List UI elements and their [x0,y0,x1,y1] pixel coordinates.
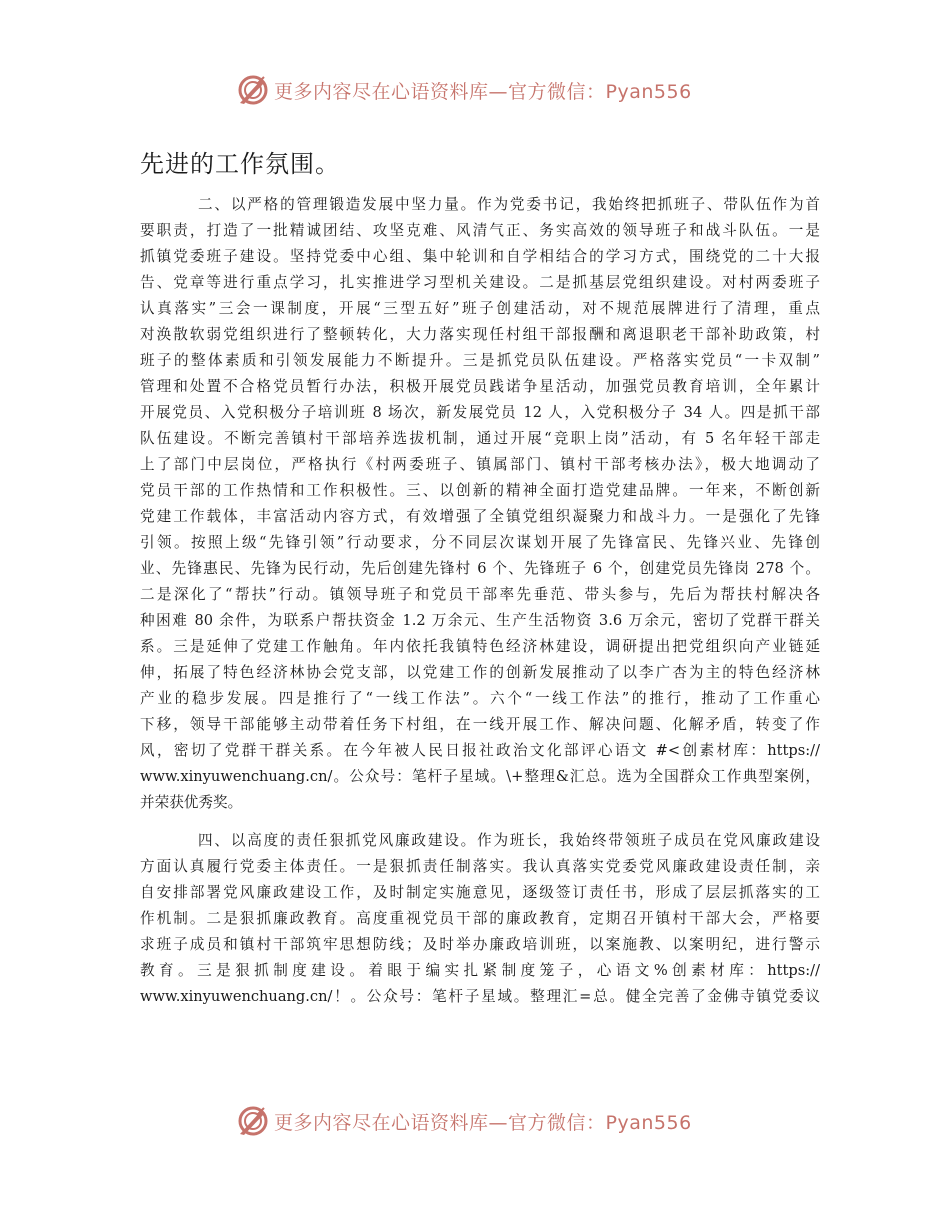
paragraph-1-line: 党建工作载体，丰富活动内容方式，有效增强了全镇党组织凝聚力和战斗力。一是强化了先锋 [140,508,820,525]
paragraph-1-line: 抓镇党委班子建设。坚持党委中心组、集中轮训和自学相结合的学习方式，围绕党的二十大报 [140,248,820,265]
paragraph-1-line: 党员干部的工作热情和工作积极性。三、以创新的精神全面打造党建品牌。一年来，不断创新 [140,482,820,499]
paragraph-2-line: 求班子成员和镇村干部筑牢思想防线；及时举办廉政培训班，以案施教、以案明纪，进行警示 [140,936,820,953]
paragraph-2-line: 四、以高度的责任狠抓党风廉政建设。作为班长，我始终带领班子成员在党风廉政建设 [198,832,820,849]
paragraph-1-line: 产业的稳步发展。四是推行了“一线工作法”。六个“一线工作法”的推行，推动了工作重心 [140,690,820,707]
paragraph-1-line: 风，密切了党群干群关系。在今年被人民日报社政治文化部评心语文 #<创素材库：https:// [140,742,820,759]
continuation-heading: 先进的工作氛围。 [140,150,340,178]
paragraph-1-line: 种困难 80 余件，为联系户帮扶资金 1.2 万余元、生产生活物资 3.6 万余元，密切了党群干群关 [140,612,820,629]
paragraph-1-line: 业、先锋惠民、先锋为民行动，先后创建先锋村 6 个、先锋班子 6 个，创建党员先锋岗 278 个。 [140,560,820,577]
footer-banner [236,1103,692,1139]
paragraph-1-line: 二是深化了“帮扶”行动。镇领导班子和党员干部率先垂范、带头参与，先后为帮扶村解决各 [140,586,820,603]
paragraph-1-line: 开展党员、入党积极分子培训班 8 场次，新发展党员 12 人，入党积极分子 34 人。四是抓干部 [140,404,820,421]
paragraph-1-line: 对涣散软弱党组织进行了整顿转化，大力落实现任村组干部报酬和离退职老干部补助政策，村 [140,326,820,343]
paragraph-1-line: 管理和处置不合格党员暂行办法，积极开展党员践诺争星活动，加强党员教育培训，全年累计 [140,378,820,395]
paragraph-1-line: 并荣获优秀奖。 [140,794,243,811]
paragraph-2-line: 方面认真履行党委主体责任。一是狠抓责任制落实。我认真落实党委党风廉政建设责任制，亲 [140,858,820,875]
paragraph-2-line: 作机制。二是狠抓廉政教育。高度重视党员干部的廉政教育，定期召开镇村干部大会，严格要 [140,910,820,927]
banner-text: 更多内容尽在心语资料库—官方微信：Pyan556 [274,80,692,103]
paragraph-1-line: 下移，领导干部能够主动带着任务下村组，在一线开展工作、解决问题、化解矛盾，转变了作 [140,716,820,733]
paragraph-1-line: 伸，拓展了特色经济林协会党支部，以党建工作的创新发展推动了以李广杏为主的特色经济林 [140,664,820,681]
paragraph-1-line: 班子的整体素质和引领发展能力不断提升。三是抓党员队伍建设。严格落实党员“一卡双制” [140,352,820,369]
paragraph-2-line: 教育。三是狠抓制度建设。着眼于编实扎紧制度笼子，心语文%创素材库：https:// [140,962,820,979]
paragraph-2-line: 自安排部署党风廉政建设工作，及时制定实施意见，逐级签订责任书，形成了层层抓落实的工 [140,884,820,901]
paragraph-1-line: 二、以严格的管理锻造发展中坚力量。作为党委书记，我始终把抓班子、带队伍作为首 [198,196,820,213]
paragraph-1-line: 上了部门中层岗位，严格执行《村两委班子、镇属部门、镇村干部考核办法》，极大地调动了 [140,456,820,473]
feather-pen-circle-icon [236,73,270,107]
paragraph-1-line: 引领。按照上级“先锋引领”行动要求，分不同层次谋划开展了先锋富民、先锋兴业、先锋创 [140,534,820,551]
paragraph-1-line: 告、党章等进行重点学习，扎实推进学习型机关建设。二是抓基层党组织建设。对村两委班子 [140,274,820,291]
paragraph-1-line: 要职责，打造了一批精诚团结、攻坚克难、风清气正、务实高效的领导班子和战斗队伍。一是 [140,222,820,239]
paragraph-2-line: www.xinyuwenchuang.cn/！。公众号：笔杆子星域。整理汇=总。健全完善了金佛寺镇党委议 [140,988,820,1005]
paragraph-1-line: www.xinyuwenchuang.cn/。公众号：笔杆子星域。\+整理&汇总。选为全国群众工作典型案例， [140,768,820,785]
feather-pen-circle-icon [236,1104,270,1138]
header-banner [236,72,692,108]
paragraph-1-line: 系。三是延伸了党建工作触角。年内依托我镇特色经济林建设，调研提出把党组织向产业链延 [140,638,820,655]
paragraph-1-line: 队伍建设。不断完善镇村干部培养选拔机制，通过开展“竞职上岗”活动，有 5 名年轻干部走 [140,430,820,447]
banner-text: 更多内容尽在心语资料库—官方微信：Pyan556 [274,1111,692,1134]
paragraph-1-line: 认真落实”三会一课制度，开展“三型五好”班子创建活动，对不规范展牌进行了清理，重点 [140,300,820,317]
